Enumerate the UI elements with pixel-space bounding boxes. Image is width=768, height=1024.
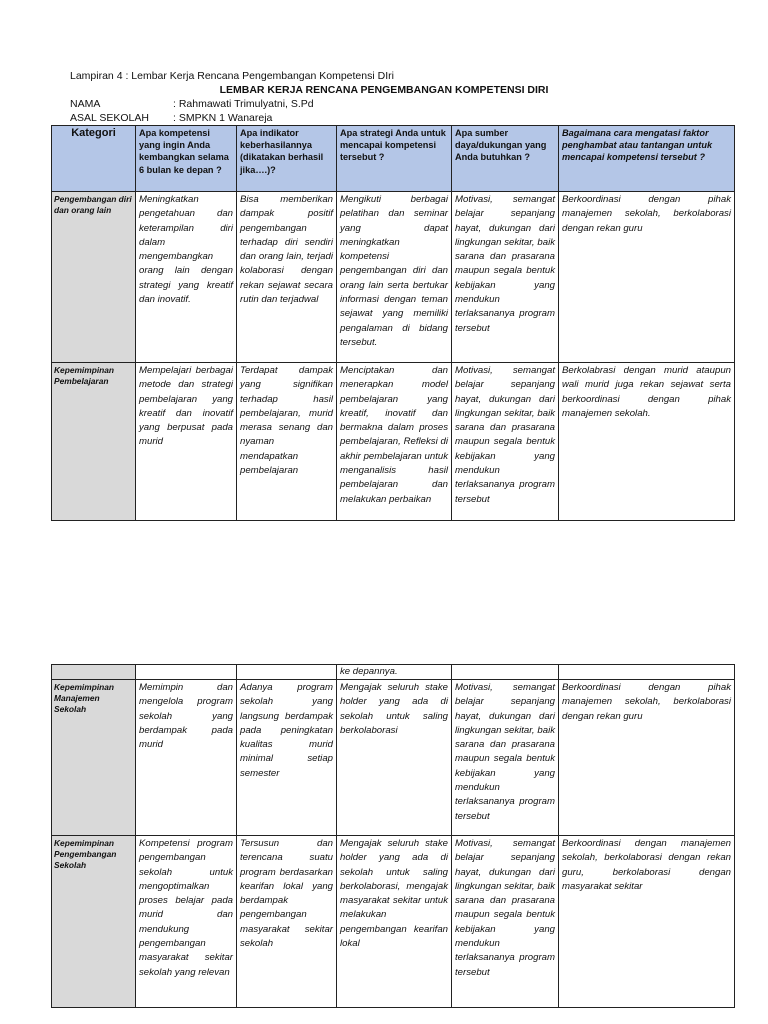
cell-kompetensi: Kompetensi program pengembangan sekolah untuk mengoptimalkan proses belajar pada murid dan mendukung pengembangan masyarakat sekitar sekolah yang relevan xyxy=(136,836,237,1008)
header-kompetensi: Apa kompetensi yang ingin Anda kembangkan selama 6 bulan ke depan ? xyxy=(136,126,237,192)
header-row xyxy=(52,126,735,192)
cell-cara-mengatasi: Berkoordinasi dengan pihak manajemen sekolah, berkolaborasi dengan rekan guru xyxy=(559,192,735,363)
cell-cara-mengatasi: Berkoordinasi dengan pihak manajemen sekolah, berkolaborasi dengan rekan guru xyxy=(559,680,735,836)
sekolah-value: : SMPKN 1 Wanareja xyxy=(173,112,273,124)
row-category: Kepemimpinan Manajemen Sekolah xyxy=(52,680,136,836)
row-category: Kepemimpinan Pengembangan Sekolah xyxy=(52,836,136,1008)
header-cara-mengatasi: Bagaimana cara mengatasi faktor penghambat atau tantangan untuk mencapai kompetensi tersebut ? xyxy=(559,126,735,192)
cell-indikator: Bisa memberikan dampak positif pengembangan terhadap diri sendiri dan orang lain, terjadi kolaborasi dengan rekan sejawat secara rutin dan terjadwal xyxy=(237,192,337,363)
cell-kompetensi: Memimpin dan mengelola program sekolah yang berdampak pada murid xyxy=(136,680,237,836)
nama-label: NAMA xyxy=(70,98,101,110)
cell-indikator: Tersusun dan terencana suatu program berdasarkan kearifan lokal yang berdampak pengembangan masyarakat sekitar sekolah xyxy=(237,836,337,1008)
header-indikator: Apa indikator keberhasilannya (dikatakan berhasil jika….)? xyxy=(237,126,337,192)
cell-strategi: Mengikuti berbagai pelatihan dan seminar yang dapat meningkatkan kompetensi pengembangan diri dan orang lain serta bertukar informasi dengan teman sejawat yang memiliki pengalaman di bidang tersebut. xyxy=(337,192,452,363)
row-category: Kepemimpinan Pembelajaran xyxy=(52,363,136,521)
cell-strategi: Mengajak seluruh stake holder yang ada di sekolah untuk saling berkolaborasi xyxy=(337,680,452,836)
table-row xyxy=(52,680,735,836)
cell-strategi: Menciptakan dan menerapkan model pembelajaran yang kreatif, inovatif dan bermakna dalam proses pembelajaran, Refleksi di akhir pembelajaran untuk menganalisis hasil pembelajaran dan melakukan perbaikan xyxy=(337,363,452,521)
cell-sumber-daya: Motivasi, semangat belajar sepanjang hayat, dukungan dari lingkungan sekitar, baik sarana dan prasarana maupun segala bentuk kebijakan yang mendukun terlaksananya program tersebut xyxy=(452,680,559,836)
header-kategori: Kategori xyxy=(52,126,136,192)
header-sumber-daya: Apa sumber daya/dukungan yang Anda butuhkan ? xyxy=(452,126,559,192)
cell-kompetensi: Meningkatkan pengetahuan dan keterampilan diri dalam mengembangkan orang lain dengan strategi yang kreatif dan inovatif. xyxy=(136,192,237,363)
header-strategi: Apa strategi Anda untuk mencapai kompetensi tersebut ? xyxy=(337,126,452,192)
row-category: Pengembangan diri dan orang lain xyxy=(52,192,136,363)
cell-kompetensi: Mempelajari berbagai metode dan strategi pembelajaran yang kreatif dan inovatif yang berpusat pada murid xyxy=(136,363,237,521)
lampiran-caption: Lampiran 4 : Lembar Kerja Rencana Pengembangan Kompetensi DIri xyxy=(70,70,394,82)
competency-table-page2 xyxy=(51,664,735,1008)
cell-strategi: Mengajak seluruh stake holder yang ada di sekolah untuk saling berkolaborasi, mengajak masyarakat sekitar untuk melakukan pengembangan kearifan lokal xyxy=(337,836,452,1008)
sekolah-label: ASAL SEKOLAH xyxy=(70,112,149,124)
cell-sumber-daya: Motivasi, semangat belajar sepanjang hayat, dukungan dari lingkungan sekitar, baik sarana dan prasarana maupun segala bentuk kebijakan yang mendukun terlaksananya program tersebut xyxy=(452,363,559,521)
cell-indikator: Terdapat dampak yang signifikan terhadap hasil pembelajaran, murid merasa senang dan nyaman mendapatkan pembelajaran xyxy=(237,363,337,521)
document-title: LEMBAR KERJA RENCANA PENGEMBANGAN KOMPETENSI DIRI xyxy=(219,84,549,96)
cell-cara-mengatasi: Berkolabrasi dengan murid ataupun wali murid juga rekan sejawat serta berkoordinasi dengan pihak manajemen sekolah. xyxy=(559,363,735,521)
competency-table-page1 xyxy=(51,125,735,521)
nama-value: : Rahmawati Trimulyatni, S.Pd xyxy=(173,98,314,110)
cell-sumber-daya: Motivasi, semangat belajar sepanjang hayat, dukungan dari lingkungan sekitar, baik sarana dan prasarana maupun segala bentuk kebijakan yang mendukun terlaksananya program tersebut xyxy=(452,836,559,1008)
table-row xyxy=(52,363,735,521)
cell-cara-mengatasi: Berkoordinasi dengan manajemen sekolah, berkolaborasi dengan rekan guru, berkolaborasi dengan masyarakat sekitar xyxy=(559,836,735,1008)
continuation-row xyxy=(52,665,735,680)
table-row xyxy=(52,192,735,363)
cell-indikator: Adanya program sekolah yang langsung berdampak pada peningkatan kualitas murid minimal setiap semester xyxy=(237,680,337,836)
cell-sumber-daya: Motivasi, semangat belajar sepanjang hayat, dukungan dari lingkungan sekitar, baik sarana dan prasarana maupun segala bentuk kebijakan yang mendukun terlaksananya program tersebut xyxy=(452,192,559,363)
table-row xyxy=(52,836,735,1008)
continuation-text: ke depannya. xyxy=(337,665,452,680)
